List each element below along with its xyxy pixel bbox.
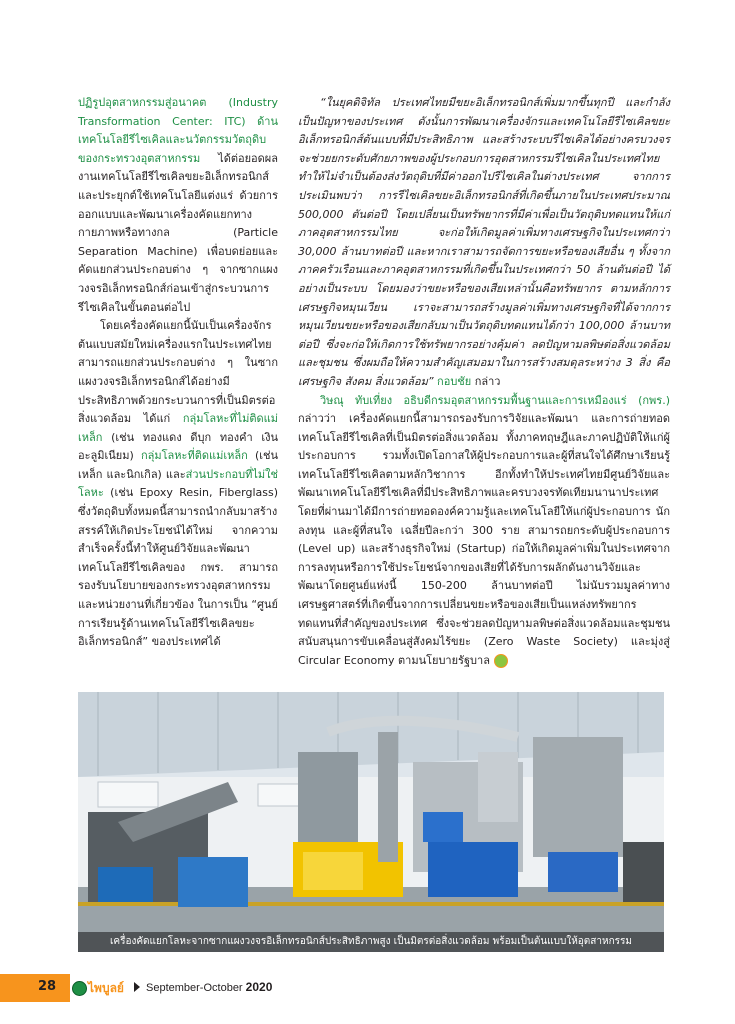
highlight-nonmagnetic: กลุ่มโลหะที่ไม่ติดแม่เหล็ก bbox=[78, 412, 278, 444]
page-number: 28 bbox=[38, 979, 57, 994]
magazine-name: ไพบูลย์ bbox=[88, 981, 124, 995]
issue-month: September-October bbox=[146, 982, 243, 994]
right-paragraph-2 bbox=[298, 392, 670, 671]
photo-caption: เครื่องคัดแยกโลหะจากซากแผงวงจรอิเล็กทรอนิกส์ประสิทธิภาพสูง เป็นมิตรต่อสิ่งแวดล้อม พร้อมเป็นต้นแบบให้อุตสาหกรรม bbox=[78, 932, 664, 952]
issue-date bbox=[146, 980, 272, 994]
quote-text: “ในยุคดิจิทัล ประเทศไทยมีขยะอิเล็กทรอนิกส์เพิ่มมากขึ้นทุกปี และกำลังเป็นปัญหาของประเทศ ดังนั้นการพัฒนาเครื่องจักรและเทคโนโลยีรีไซเคิลขยะอิเล็กทรอนิกส์ต้นแบบที่มีประสิทธิภาพ และสร้างระบบรีไซเคิลได้อย่างครบวงจรจะช่วยยกระดับศักยภาพของผู้ประกอบการอุตสาหกรรมรีไซเคิลในประเทศไทย ทำให้ไม่จำเป็นต้องส่งวัตถุดิบที่มีค่าออกไปรีไซเคิลในต่างประเทศ จากการประเมินพบว่า การรีไซเคิลขยะอิเล็กทรอนิกส์ที่เกิดขึ้นภายในประเทศประมาณ 500,000 ตันต่อปี โดยเปลี่ยนเป็นทรัพยากรที่มีค่าเพื่อเป็นวัตถุดิบทดแทนให้แก่ภาคอุตสาหกรรมไทย จะก่อให้เกิดมูลค่าเพิ่มทางเศรษฐกิจในประเทศกว่า 30,000 ล้านบาทต่อปี และหากเราสามารถจัดการขยะหรือของเสียอื่น ๆ ทั้งจากภาคครัวเรือนและภาคอุตสาหกรรมที่เกิดขึ้นในประเทศกว่า 50 ล้านตันต่อปี ได้อย่างเป็นระบบ โดยมองว่าขยะหรือของเสียเหล่านั้นคือทรัพยากร ตามหลักการเศรษฐกิจหมุนเวียน เราจะสามารถสร้างมูลค่าเพิ่มทางเศรษฐกิจที่ได้จากการหมุนเวียนขยะหรือของเสียกลับมาเป็นวัตถุดิบทดแทนได้กว่า 100,000 ล้านบาทต่อปี ซึ่งจะก่อให้เกิดการใช้ทรัพยากรอย่างคุ้มค่า ลดปัญหามลพิษต่อสิ่งแวดล้อมและชุมชน ซึ่งผมถือให้ความสำคัญเสมอมาในการสร้างสมดุลระหว่าง 3 สิ่ง คือ เศรษฐกิจ สังคม สิ่งแวดล้อม” bbox=[298, 96, 670, 388]
quote-tail: กล่าว bbox=[471, 374, 501, 388]
highlight-itc: ปฏิรูปอุตสาหกรรมสู่อนาคต (Industry Transformation Center: ITC) ด้านเทคโนโลยีรีไซเคิลและนวัตกรรมวัตถุดิบของกระทรวงอุตสาหกรรม bbox=[78, 96, 278, 165]
issue-year: 2020 bbox=[245, 980, 273, 994]
highlight-magnetic: กลุ่มโลหะที่ติดแม่เหล็ก bbox=[140, 449, 248, 463]
right-paragraph-2-text: กล่าวว่า เครื่องคัดแยกนี้สามารถรองรับการวิจัยและพัฒนา และการถ่ายทอดเทคโนโลยีรีไซเคิลที่เป็นมิตรต่อสิ่งแวดล้อม ทั้งภาคทฤษฎีและภาคปฏิบัติให้แก่ผู้ประกอบการ รวมทั้งเปิดโอกาสให้ผู้ประกอบการและผู้ที่สนใจได้ศึกษาเรียนรู้เทคโนโลยีรีไซเคิลตามหลักวิชาการ อีกทั้งทำให้ประเทศไทยมีศูนย์วิจัยและพัฒนาเทคโนโลยีรีไซเคิลที่มีประสิทธิภาพและครบวงจรทัดเทียมนานาประเทศ โดยที่ผ่านมาได้มีการถ่ายทอดองค์ความรู้และเทคโนโลยีให้แก่ผู้ประกอบการ นักลงทุน และผู้ที่สนใจ เฉลี่ยปีละกว่า 300 ราย สามารถยกระดับผู้ประกอบการ (Level up) และสร้างธุรกิจใหม่ (Startup) ก่อให้เกิดมูลค่าเพิ่มในประเทศจากการลงทุนหรือการใช้ประโยชน์จากของเสียที่ได้รับการผลักดันงานวิจัยและพัฒนาโดยศูนย์แห่งนี้ 150-200 ล้านบาทต่อปี ไม่นับรวมมูลค่าทางเศรษฐศาสตร์ที่เกิดขึ้นจากการเปลี่ยนขยะหรือของเสียเป็นแหล่งทรัพยากรทดแทนที่สำคัญของประเทศ ซึ่งจะช่วยลดปัญหามลพิษต่อสิ่งแวดล้อมและชุมชน สนับสนุนการขับเคลื่อนสู่สังคมไร้ขยะ (Zero Waste Society) และมุ่งสู่ Circular Economy ตามนโยบายรัฐบาล bbox=[298, 412, 670, 667]
magazine-logo-icon bbox=[72, 981, 87, 996]
quote-paragraph bbox=[298, 94, 670, 392]
highlight-nonmetal: ส่วนประกอบที่ไม่ใช่โลหะ bbox=[78, 467, 278, 500]
left-paragraph-1-text: ได้ต่อยอดผลงานเทคโนโลยีรีไซเคิลขยะอิเล็กทรอนิกส์และประยุกต์ใช้เทคโนโลยีแต่งแร่ ด้วยการออกแบบและพัฒนาเครื่องคัดแยกทางกายภาพหรือทางกล (Particle Separation Machine) เพื่อบดย่อยและคัดแยกส่วนประกอบต่าง ๆ จากซากแผงวงจรอิเล็กทรอนิกส์ก่อนเข้าสู่กระบวนการรีไซเคิลในขั้นตอนต่อไป bbox=[78, 151, 278, 314]
left-paragraph-1 bbox=[78, 94, 278, 317]
page-number-box bbox=[0, 974, 70, 1002]
left-paragraph-2-b: (เช่น ทองแดง ดีบุก ทองคำ เงิน อะลูมิเนียม) bbox=[78, 430, 278, 463]
page-footer bbox=[0, 974, 735, 1004]
left-paragraph-2-a: โดยเครื่องคัดแยกนี้นับเป็นเครื่องจักรต้นแบบสมัยใหม่เครื่องแรกในประเทศไทย สามารถแยกส่วนประกอบต่าง ๆ ในซากแผงวงจรอิเล็กทรอนิกส์ได้อย่างมีประสิทธิภาพด้วยกระบวนการที่เป็นมิตรต่อสิ่งแวดล้อม ได้แก่ bbox=[78, 319, 278, 426]
left-paragraph-2-c: (เช่น เหล็ก และนิกเกิล) และ bbox=[78, 449, 278, 481]
quote-attribution: กอบชัย bbox=[433, 374, 472, 388]
right-column bbox=[298, 94, 670, 670]
factory-photo bbox=[78, 692, 664, 952]
end-mark-icon bbox=[494, 654, 508, 668]
arrow-right-icon bbox=[134, 982, 140, 992]
factory-illustration bbox=[78, 692, 664, 952]
left-paragraph-2-d: (เช่น Epoxy Resin, Fiberglass) ซึ่งวัตถุดิบทั้งหมดนี้สามารถนำกลับมาสร้างสรรค์ให้เกิดประโยชน์ได้ใหม่ จากความสำเร็จครั้งนี้ทำให้ศูนย์วิจัยและพัฒนาเทคโนโลยีรีไซเคิลของ กพร. สามารถรองรับนโยบายของกระทรวงอุตสาหกรรม และหน่วยงานที่เกี่ยวข้อง ในการเป็น “ศูนย์การเรียนรู้ด้านเทคโนโลยีรีไซเคิลขยะอิเล็กทรอนิกส์” ของประเทศได้ bbox=[78, 486, 278, 649]
left-paragraph-2 bbox=[78, 317, 278, 652]
highlight-speaker: วิษณุ ทับเที่ยง อธิบดีกรมอุตสาหกรรมพื้นฐานและการเหมืองแร่ (กพร.) bbox=[320, 393, 670, 407]
left-column bbox=[78, 94, 278, 652]
